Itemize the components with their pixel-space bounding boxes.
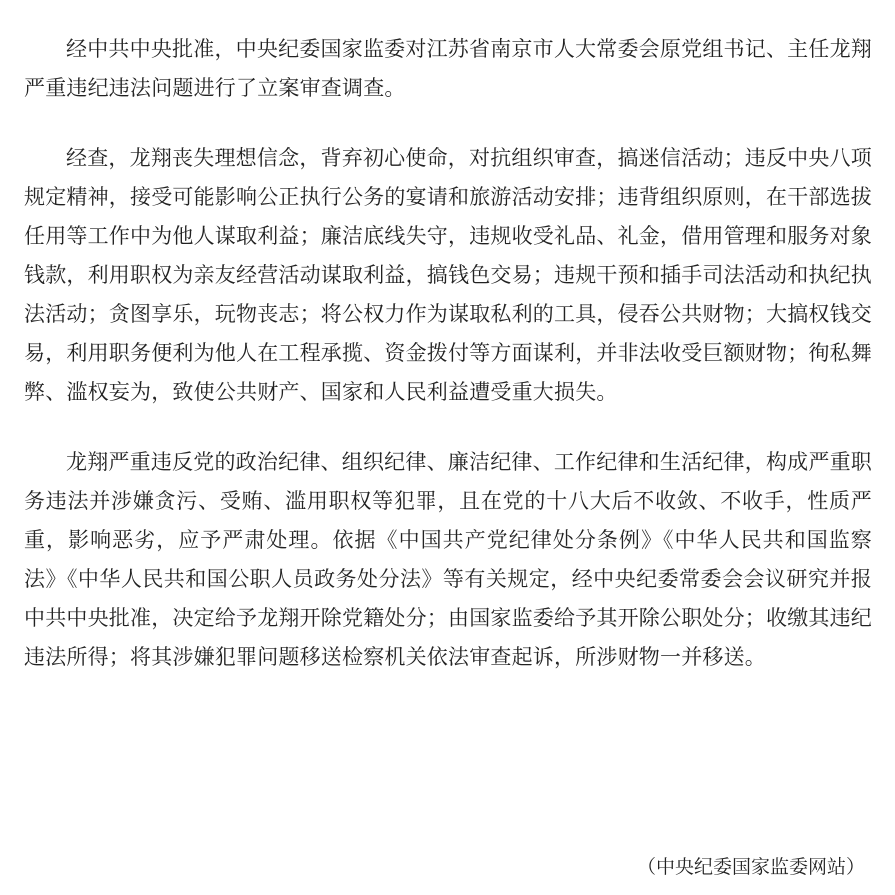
- article-body: [24, 30, 872, 708]
- paragraph-3: 龙翔严重违反党的政治纪律、组织纪律、廉洁纪律、工作纪律和生活纪律，构成严重职务违法并涉嫌贪污、受贿、滥用职权等犯罪，且在党的十八大后不收敛、不收手，性质严重，影响恶劣，应予严肃处理。依据《中国共产党纪律处分条例》《中华人民共和国监察法》《中华人民共和国公职人员政务处分法》等有关规定，经中央纪委常委会会议研究并报中共中央批准，决定给予龙翔开除党籍处分；由国家监委给予其开除公职处分；收缴其违纪违法所得；将其涉嫌犯罪问题移送检察机关依法审查起诉，所涉财物一并移送。: [24, 450, 872, 669]
- paragraph-2: 经查，龙翔丧失理想信念，背弃初心使命，对抗组织审查，搞迷信活动；违反中央八项规定精神，接受可能影响公正执行公务的宴请和旅游活动安排；违背组织原则，在干部选拔任用等工作中为他人谋取利益；廉洁底线失守，违规收受礼品、礼金，借用管理和服务对象钱款，利用职权为亲友经营活动谋取利益，搞钱色交易；违规干预和插手司法活动和执纪执法活动；贪图享乐，玩物丧志；将公权力作为谋取私利的工具，侵吞公共财物；大搞权钱交易，利用职务便利为他人在工程承揽、资金拨付等方面谋利，并非法收受巨额财物；徇私舞弊、滥权妄为，致使公共财产、国家和人民利益遭受重大损失。: [24, 146, 872, 404]
- source-credit: （中央纪委国家监委网站）: [636, 856, 865, 878]
- paragraph-1: 经中共中央批准，中央纪委国家监委对江苏省南京市人大常委会原党组书记、主任龙翔严重违纪违法问题进行了立案审查调查。: [24, 37, 872, 100]
